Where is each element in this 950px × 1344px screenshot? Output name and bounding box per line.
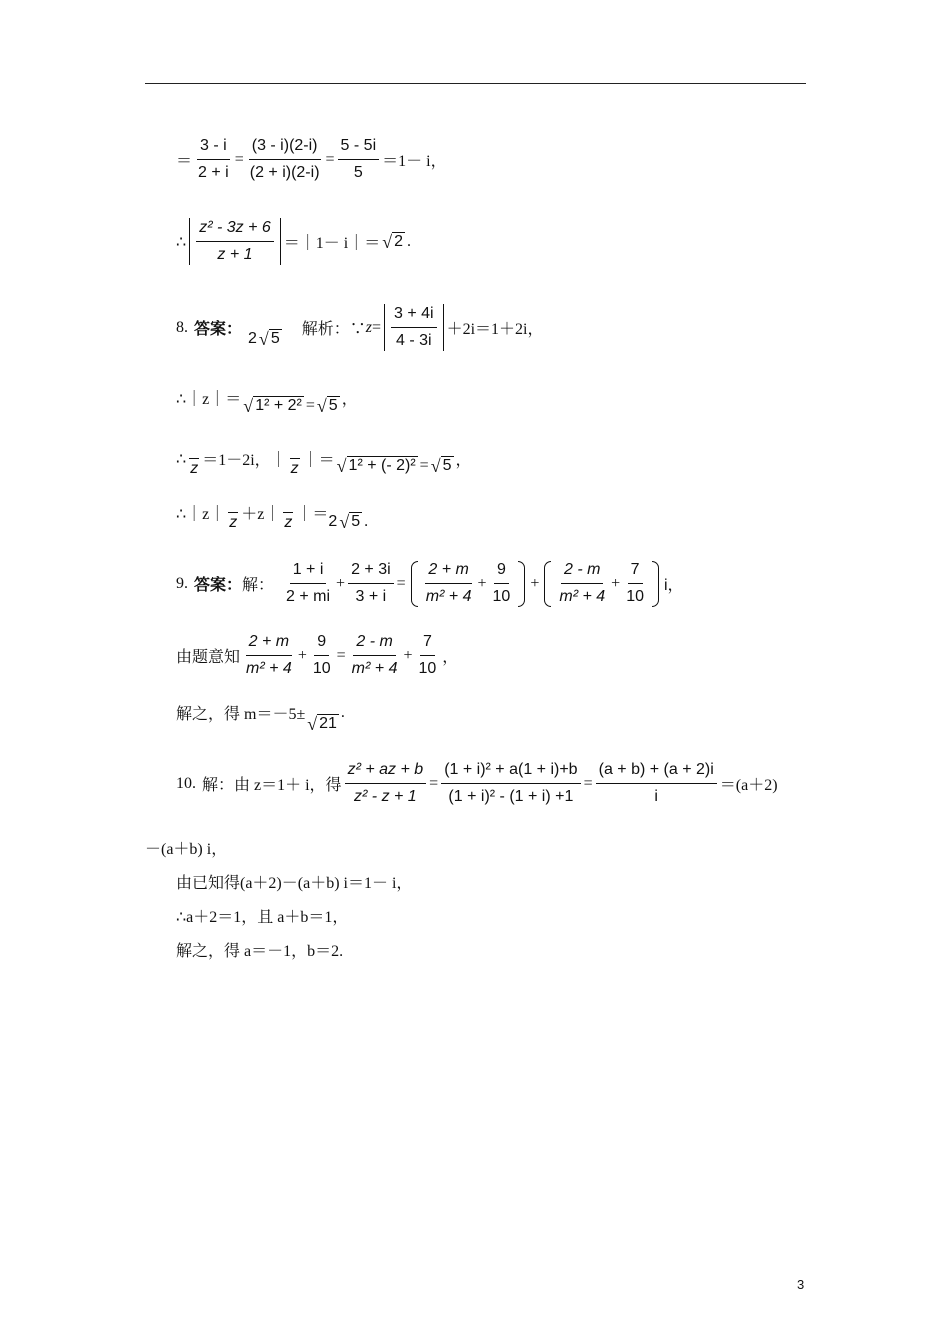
text-run: ， (442, 649, 459, 666)
equals-sign: = (583, 774, 593, 792)
denominator: 10 (312, 660, 331, 677)
numerator: (1 + i)² + a(1 + i)+b (441, 760, 580, 784)
equals-sign: = (336, 646, 346, 664)
radicand: 5 (270, 330, 280, 347)
fraction (243, 632, 295, 679)
fraction (195, 136, 232, 183)
numerator: 3 + 4i (391, 304, 437, 328)
denominator: m² + 4 (559, 588, 606, 605)
conjugate-z (189, 438, 199, 479)
denominator: z + 1 (217, 246, 253, 263)
fraction (349, 632, 401, 679)
denominator: 3 + i (355, 588, 387, 605)
radicand: 5 (351, 513, 361, 530)
radicand: 21 (319, 715, 337, 732)
radical-sign: √ (339, 512, 350, 532)
absolute-value (384, 304, 444, 351)
coefficient: 2 (248, 329, 257, 347)
denominator: (1 + i)² - (1 + i) +1 (448, 788, 574, 805)
question-8-line-2 (176, 380, 358, 415)
equals-sign: = (419, 456, 429, 474)
header-rule (145, 83, 806, 84)
equation-line-2 (176, 218, 411, 265)
question-number: 8. (176, 318, 188, 336)
denominator: z² - z + 1 (354, 788, 417, 805)
numerator: z² + az + b (345, 760, 427, 784)
denominator: 5 (353, 164, 363, 181)
text-run: ＋z｜ (241, 506, 281, 523)
answer-label: 答案： (194, 577, 243, 594)
text-run: ∴ (176, 450, 187, 468)
numerator: 2 + 3i (348, 560, 394, 584)
text-run: 由已知得(a＋2)－(a＋b) i＝1－ i， (176, 875, 413, 892)
question-number: 9. (176, 574, 188, 592)
denominator: 10 (418, 660, 437, 677)
text-run: ∴｜z｜ (176, 506, 226, 523)
text-run: . (340, 703, 345, 721)
fraction (596, 760, 717, 807)
plus-sign: + (403, 646, 413, 664)
numerator: 7 (420, 632, 435, 656)
denominator: (2 + i)(2-i) (249, 164, 320, 181)
question-10-line-5 (176, 938, 343, 961)
equals-sign: = (371, 318, 381, 336)
numerator: 9 (494, 560, 509, 584)
variable: z (229, 514, 238, 531)
plus-sign: + (611, 574, 621, 592)
plus-sign: + (297, 646, 307, 664)
text-run: . (407, 232, 412, 250)
therefore-symbol: ∴ (176, 233, 187, 251)
fraction (338, 136, 380, 183)
equation-line-1 (176, 136, 447, 183)
radical-sign: √ (258, 329, 269, 349)
text-run: －(a＋b) i， (145, 841, 228, 858)
square-root (243, 396, 304, 415)
text-run: ＝1－2i，｜ (202, 452, 287, 469)
text-run: ∴｜z｜＝ (176, 391, 242, 408)
analysis-label: 解析：∵ (301, 321, 366, 338)
question-9-line-1 (176, 560, 684, 607)
text-run: 解之，得 m＝－5± (176, 706, 306, 723)
radical-sign: √ (382, 232, 393, 252)
denominator: m² + 4 (351, 660, 398, 677)
plus-sign: + (477, 574, 487, 592)
text-run: ∴a＋2＝1，且 a＋b＝1， (176, 909, 349, 926)
fraction (310, 632, 334, 679)
parenthesis-group (409, 560, 528, 607)
equals-sign: = (325, 150, 335, 168)
text-run: 解之，得 a＝－1，b＝2. (176, 943, 344, 960)
numerator: 2 - m (561, 560, 603, 584)
question-10-line-3 (176, 870, 412, 893)
variable: z (290, 460, 299, 477)
square-root (259, 329, 282, 348)
text-run: ｜＝ (296, 506, 329, 523)
radical-sign: √ (243, 396, 254, 416)
page-number: 3 (797, 1277, 805, 1292)
radical-sign: √ (307, 714, 318, 734)
denominator: 4 - 3i (396, 332, 432, 349)
question-8-line-4 (176, 492, 368, 533)
radicand: 5 (328, 397, 338, 414)
fraction (441, 760, 580, 807)
conjugate-z (283, 492, 293, 533)
denominator: 10 (626, 588, 644, 605)
question-9-line-2 (176, 632, 458, 679)
fraction (556, 560, 608, 607)
fraction (345, 760, 427, 807)
answer-label: 答案： (194, 321, 243, 338)
square-root (337, 456, 418, 475)
variable: z (284, 514, 293, 531)
text-run: ＝｜1－ i｜＝ (283, 235, 381, 252)
equals-sign: = (396, 574, 406, 592)
fraction (623, 560, 647, 607)
text-run: ＝(a＋2) (719, 777, 778, 794)
plus-sign: + (530, 574, 540, 592)
parenthesis-group (542, 560, 661, 607)
denominator: i (654, 788, 658, 805)
plus-sign: + (336, 574, 346, 592)
denominator: 2 + mi (286, 588, 331, 605)
coefficient: 2 (328, 512, 338, 530)
fraction (283, 560, 333, 607)
numerator: 1 + i (290, 560, 327, 584)
question-8-line-3 (176, 438, 472, 479)
numerator: 3 - i (197, 136, 230, 160)
radical-sign: √ (430, 456, 441, 476)
radical-sign: √ (316, 396, 327, 416)
text-run: ， (341, 391, 358, 408)
radicand: 5 (442, 457, 452, 474)
text-run: . (364, 512, 369, 530)
square-root (339, 512, 362, 531)
fraction (416, 632, 440, 679)
equals-sign: = (234, 150, 244, 168)
fraction (247, 136, 323, 183)
text-run: ｜＝ (302, 452, 335, 469)
fraction (423, 560, 475, 607)
text-run: i， (663, 577, 684, 594)
denominator: 10 (492, 588, 511, 605)
square-root (382, 232, 405, 251)
denominator: 2 + i (198, 164, 229, 181)
numerator: 7 (628, 560, 643, 584)
numerator: 2 + m (246, 632, 292, 656)
radicand: 1² + 2² (255, 397, 302, 414)
question-10-line-4 (176, 904, 348, 927)
numerator: (a + b) + (a + 2)i (596, 760, 717, 784)
numerator: z² - 3z + 6 (196, 218, 274, 242)
fraction (490, 560, 514, 607)
fraction (391, 304, 437, 351)
numerator: (3 - i)(2-i) (249, 136, 321, 160)
numerator: 9 (314, 632, 329, 656)
question-10-line-1 (176, 760, 778, 807)
solution-label: 解： (242, 577, 275, 594)
text-run: 由题意知 (176, 649, 241, 666)
variable: z (190, 460, 199, 477)
denominator: m² + 4 (246, 660, 292, 677)
numerator: 5 - 5i (338, 136, 380, 160)
radicand: 1² + (- 2)² (348, 457, 416, 474)
text-run: 解：由 z＝1＋ i，得 (202, 777, 342, 794)
question-number: 10. (176, 774, 196, 792)
equals-sign: ＝ (176, 153, 193, 170)
text-run: ＋2i＝1＋2i， (446, 321, 544, 338)
equals-sign: = (305, 396, 315, 414)
conjugate-z (228, 492, 238, 533)
fraction (196, 218, 274, 265)
text-run: ＝1－ i， (382, 153, 447, 170)
square-root (431, 456, 454, 475)
radical-sign: √ (336, 456, 347, 476)
question-10-line-2 (145, 836, 227, 859)
numerator: 2 - m (353, 632, 395, 656)
question-8-line-1 (176, 304, 544, 351)
question-9-line-3 (176, 692, 345, 733)
square-root (317, 396, 340, 415)
radicand: 2 (394, 233, 404, 250)
text-run: ， (455, 452, 472, 469)
numerator: 2 + m (425, 560, 471, 584)
variable: z (365, 318, 372, 336)
absolute-value (189, 218, 281, 265)
fraction (348, 560, 394, 607)
conjugate-z (290, 438, 300, 479)
denominator: m² + 4 (425, 588, 472, 605)
square-root (307, 714, 339, 733)
equals-sign: = (429, 774, 439, 792)
